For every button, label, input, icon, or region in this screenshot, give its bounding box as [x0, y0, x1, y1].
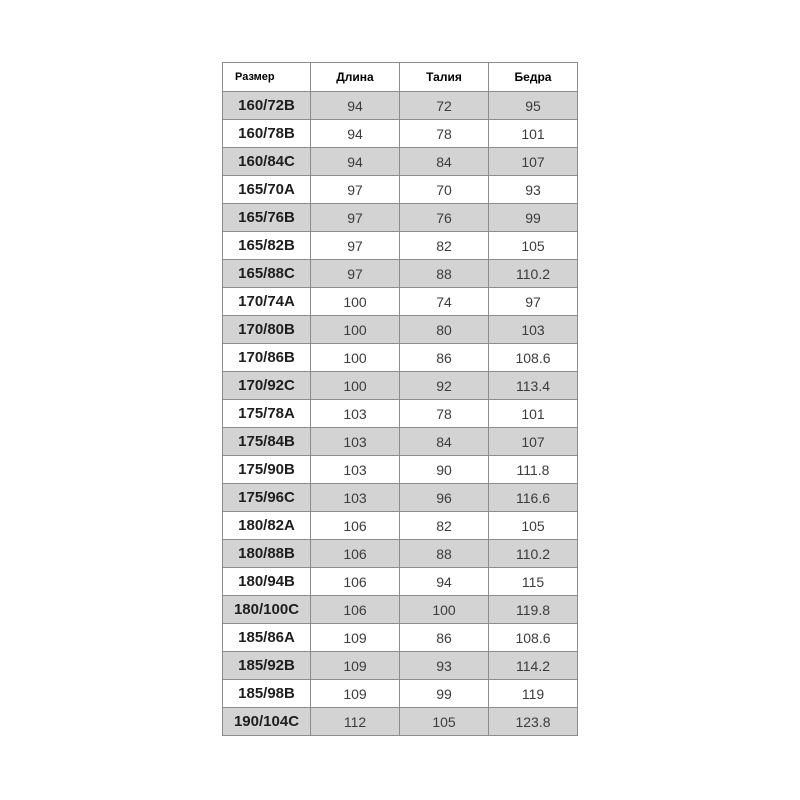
hips-cell: 93: [489, 176, 578, 204]
size-cell: 180/100C: [223, 596, 311, 624]
length-cell: 94: [311, 148, 400, 176]
waist-cell: 82: [400, 512, 489, 540]
length-cell: 100: [311, 372, 400, 400]
waist-cell: 88: [400, 260, 489, 288]
size-cell: 190/104C: [223, 708, 311, 736]
table-row: [223, 428, 578, 456]
waist-cell: 74: [400, 288, 489, 316]
table-row: [223, 708, 578, 736]
hips-cell: 115: [489, 568, 578, 596]
length-cell: 100: [311, 316, 400, 344]
length-cell: 97: [311, 204, 400, 232]
waist-cell: 78: [400, 400, 489, 428]
size-cell: 160/84C: [223, 148, 311, 176]
table-row: [223, 456, 578, 484]
length-cell: 94: [311, 120, 400, 148]
waist-cell: 94: [400, 568, 489, 596]
length-cell: 106: [311, 568, 400, 596]
hips-cell: 111.8: [489, 456, 578, 484]
table-row: [223, 316, 578, 344]
table-row: [223, 568, 578, 596]
hips-cell: 114.2: [489, 652, 578, 680]
table-row: [223, 204, 578, 232]
size-cell: 175/96C: [223, 484, 311, 512]
length-cell: 97: [311, 260, 400, 288]
table-row: [223, 120, 578, 148]
waist-cell: 96: [400, 484, 489, 512]
waist-cell: 80: [400, 316, 489, 344]
waist-cell: 105: [400, 708, 489, 736]
size-cell: 160/72B: [223, 92, 311, 120]
waist-cell: 78: [400, 120, 489, 148]
waist-cell: 100: [400, 596, 489, 624]
size-cell: 170/80B: [223, 316, 311, 344]
hips-cell: 95: [489, 92, 578, 120]
length-cell: 106: [311, 596, 400, 624]
header-length: Длина: [311, 63, 400, 92]
length-cell: 109: [311, 652, 400, 680]
table-row: [223, 288, 578, 316]
size-cell: 165/82B: [223, 232, 311, 260]
hips-cell: 108.6: [489, 624, 578, 652]
size-chart-table: [222, 62, 578, 736]
length-cell: 94: [311, 92, 400, 120]
table-row: [223, 176, 578, 204]
waist-cell: 70: [400, 176, 489, 204]
length-cell: 103: [311, 456, 400, 484]
length-cell: 100: [311, 344, 400, 372]
size-cell: 165/70A: [223, 176, 311, 204]
waist-cell: 72: [400, 92, 489, 120]
waist-cell: 82: [400, 232, 489, 260]
hips-cell: 119.8: [489, 596, 578, 624]
size-cell: 175/84B: [223, 428, 311, 456]
table-row: [223, 652, 578, 680]
header-hips: Бедра: [489, 63, 578, 92]
length-cell: 97: [311, 232, 400, 260]
size-cell: 170/74A: [223, 288, 311, 316]
waist-cell: 88: [400, 540, 489, 568]
table-row: [223, 400, 578, 428]
length-cell: 103: [311, 400, 400, 428]
length-cell: 100: [311, 288, 400, 316]
size-cell: 185/98B: [223, 680, 311, 708]
hips-cell: 105: [489, 232, 578, 260]
hips-cell: 97: [489, 288, 578, 316]
table-row: [223, 512, 578, 540]
size-cell: 165/88C: [223, 260, 311, 288]
table-row: [223, 680, 578, 708]
table-row: [223, 372, 578, 400]
waist-cell: 76: [400, 204, 489, 232]
table-row: [223, 596, 578, 624]
length-cell: 97: [311, 176, 400, 204]
header-size: Размер: [223, 63, 311, 92]
hips-cell: 101: [489, 400, 578, 428]
size-cell: 185/86A: [223, 624, 311, 652]
waist-cell: 93: [400, 652, 489, 680]
table-row: [223, 260, 578, 288]
size-cell: 175/90B: [223, 456, 311, 484]
waist-cell: 92: [400, 372, 489, 400]
hips-cell: 113.4: [489, 372, 578, 400]
length-cell: 103: [311, 484, 400, 512]
size-cell: 170/92C: [223, 372, 311, 400]
table-row: [223, 624, 578, 652]
hips-cell: 101: [489, 120, 578, 148]
size-cell: 165/76B: [223, 204, 311, 232]
table-row: [223, 92, 578, 120]
size-cell: 185/92B: [223, 652, 311, 680]
size-cell: 160/78B: [223, 120, 311, 148]
table-row: [223, 148, 578, 176]
hips-cell: 103: [489, 316, 578, 344]
waist-cell: 90: [400, 456, 489, 484]
waist-cell: 84: [400, 428, 489, 456]
waist-cell: 99: [400, 680, 489, 708]
hips-cell: 123.8: [489, 708, 578, 736]
waist-cell: 86: [400, 344, 489, 372]
waist-cell: 86: [400, 624, 489, 652]
hips-cell: 108.6: [489, 344, 578, 372]
hips-cell: 119: [489, 680, 578, 708]
header-waist: Талия: [400, 63, 489, 92]
length-cell: 106: [311, 540, 400, 568]
length-cell: 109: [311, 680, 400, 708]
table-body: [223, 92, 578, 736]
hips-cell: 116.6: [489, 484, 578, 512]
hips-cell: 110.2: [489, 540, 578, 568]
hips-cell: 107: [489, 148, 578, 176]
length-cell: 106: [311, 512, 400, 540]
table-header: [223, 63, 578, 92]
size-cell: 180/88B: [223, 540, 311, 568]
hips-cell: 105: [489, 512, 578, 540]
length-cell: 103: [311, 428, 400, 456]
table-row: [223, 540, 578, 568]
length-cell: 112: [311, 708, 400, 736]
length-cell: 109: [311, 624, 400, 652]
size-cell: 180/82A: [223, 512, 311, 540]
size-cell: 180/94B: [223, 568, 311, 596]
hips-cell: 110.2: [489, 260, 578, 288]
hips-cell: 99: [489, 204, 578, 232]
header-row: [223, 63, 578, 92]
table-row: [223, 232, 578, 260]
hips-cell: 107: [489, 428, 578, 456]
table-row: [223, 344, 578, 372]
waist-cell: 84: [400, 148, 489, 176]
size-cell: 170/86B: [223, 344, 311, 372]
table-row: [223, 484, 578, 512]
size-cell: 175/78A: [223, 400, 311, 428]
